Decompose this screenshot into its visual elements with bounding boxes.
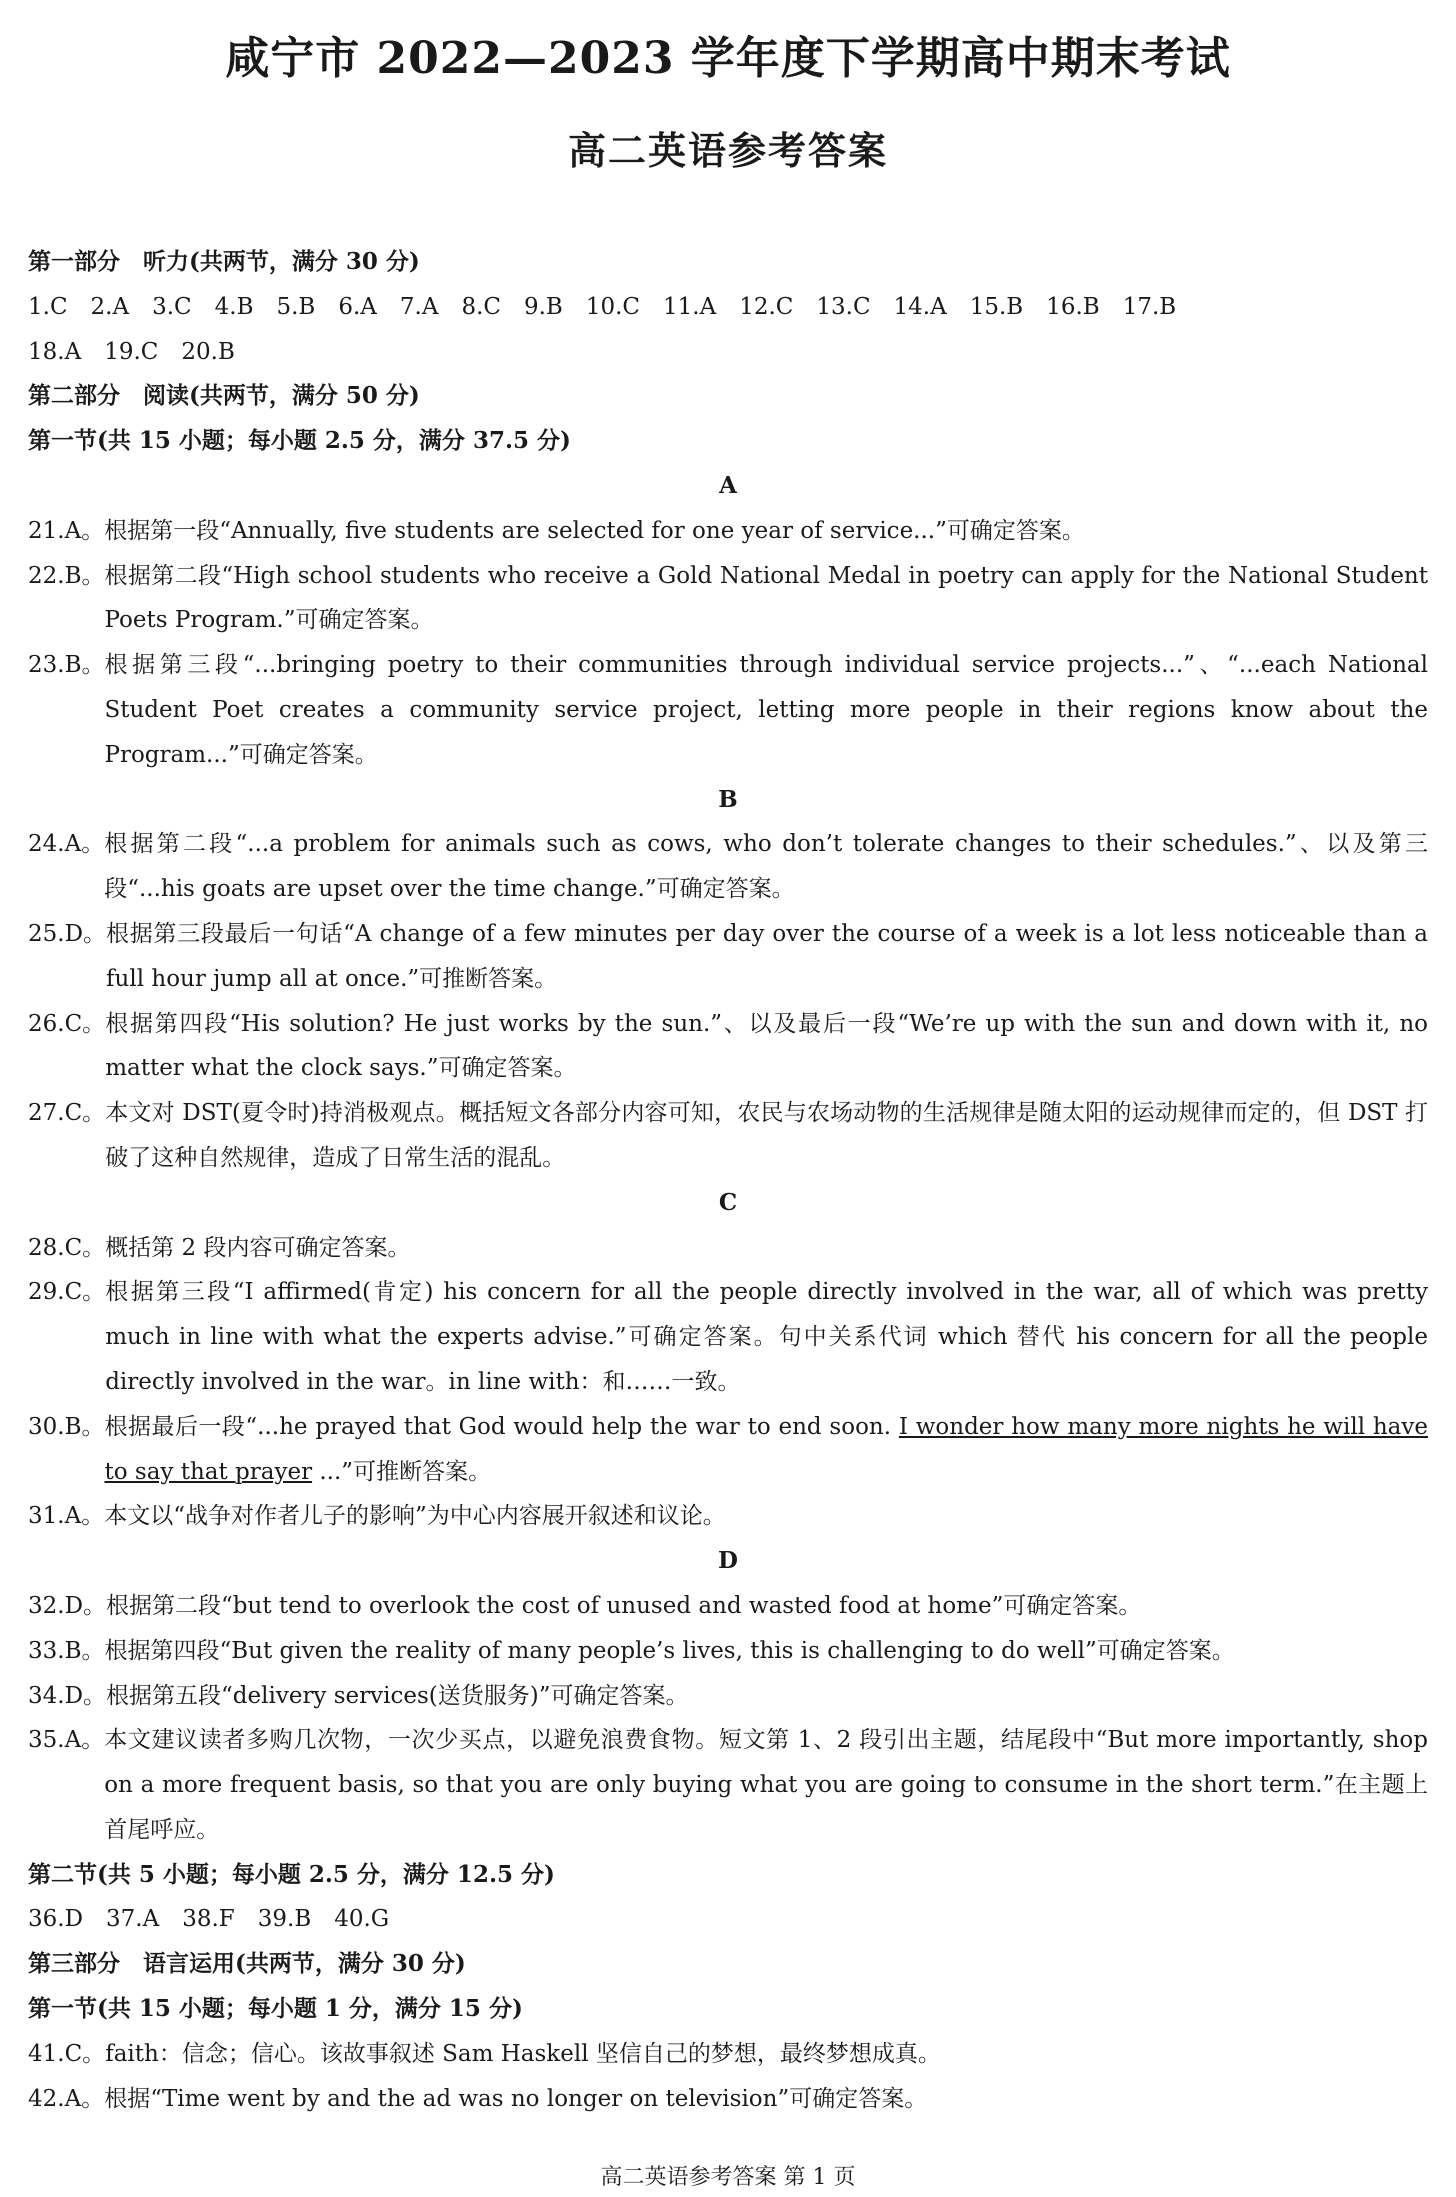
answer-body (28, 240, 1428, 2121)
answer-explanation: 根据第二段“High school students who receive a Gold National Medal in poetry can apply for the National Student Poets Program.”可确定答案。 (104, 562, 1428, 634)
part2-heading: 第二部分 阅读(共两节，满分 50 分) (28, 382, 420, 410)
answer-number: 21.A。 (28, 517, 105, 544)
passage-a-label: A (719, 471, 737, 499)
answer-number: 33.B。 (28, 1637, 105, 1664)
part3-heading: 第三部分 语言运用(共两节，满分 30 分) (28, 1950, 466, 1978)
answer-item-41 (28, 2032, 1428, 2077)
answer-explanation: 根据第三段“I affirmed(肯定) his concern for all the people directly involved in the war, all of which was pretty much in line with what the experts advise.”可确定答案。句中关系代词 which 替代 his concern for all the people directly involved in the war。in line with：和……一致。 (105, 1279, 1428, 1395)
answer-number: 35.A。 (28, 1727, 105, 1754)
answer-explanation: faith：信念；信心。该故事叙述 Sam Haskell 坚信自己的梦想，最终梦想成真。 (105, 2040, 941, 2067)
answer-number: 22.B。 (28, 562, 105, 589)
answer-explanation: 根据第二段“but tend to overlook the cost of unused and wasted food at home”可确定答案。 (106, 1592, 1142, 1619)
answer-item-29 (28, 1270, 1428, 1404)
answer-item-27 (28, 1091, 1428, 1181)
answer-number: 31.A。 (28, 1503, 105, 1530)
answer-explanation: 根据“Time went by and the ad was no longer on television”可确定答案。 (104, 2085, 928, 2112)
underlined-quote: I wonder how many more nights he will have to say that prayer (104, 1413, 1428, 1485)
answer-number: 32.D。 (28, 1592, 107, 1619)
passage-c-label: C (718, 1188, 738, 1216)
answer-explanation: 根据第四段“But given the reality of many people’s lives, this is challenging to do well”可确定答案。 (104, 1637, 1235, 1664)
answer-item-28 (28, 1226, 1428, 1271)
passage-d-label: D (718, 1547, 738, 1575)
answer-item-24 (28, 822, 1428, 912)
page-subtitle: 高二英语参考答案 (567, 128, 888, 173)
answer-number: 27.C。 (28, 1100, 106, 1127)
page-title: 咸宁市 2022—2023 学年度下学期高中期末考试 (225, 33, 1231, 84)
answer-explanation: 根据第三段最后一句话“A change of a few minutes per day over the course of a week is a lot less noticeable than a full hour jump all at once.”可推断答案。 (106, 920, 1428, 992)
answer-item-34 (28, 1674, 1428, 1719)
part2-section2-answers: 36.D 37.A 38.F 39.B 40.G (28, 1906, 390, 1933)
answer-number: 29.C。 (28, 1279, 106, 1306)
answer-explanation: 根据第一段“Annually, five students are selected for one year of service...”可确定答案。 (104, 517, 1085, 544)
answer-item-25 (28, 912, 1428, 1002)
answer-number: 42.A。 (28, 2085, 105, 2112)
answer-number: 41.C。 (28, 2040, 106, 2067)
answer-item-30 (28, 1405, 1428, 1495)
listening-answers-line2: 18.A 19.C 20.B (28, 338, 235, 365)
explanation-text-after: ...”可推断答案。 (312, 1458, 492, 1485)
answer-explanation (104, 1405, 1428, 1495)
answer-number: 34.D。 (28, 1682, 107, 1709)
part1-heading: 第一部分 听力(共两节，满分 30 分) (28, 248, 420, 275)
passage-b-label: B (718, 785, 738, 813)
answer-item-33 (28, 1629, 1428, 1674)
answer-number: 30.B。 (28, 1413, 105, 1440)
listening-answers-line1: 1.C 2.A 3.C 4.B 5.B 6.A 7.A 8.C 9.B 10.C 11.A 12.C 13.C 14.A 15.B 16.B 17.B (28, 293, 1177, 320)
answer-number: 26.C。 (28, 1010, 106, 1037)
answer-explanation: 本文建议读者多购几次物，一次少买点，以避免浪费食物。短文第 1、2 段引出主题，结尾段中“But more importantly, shop on a more frequent basis, so that you are only buying what you are going to consume in the short term.”在主题上首尾呼应。 (104, 1727, 1428, 1843)
answer-item-31 (28, 1494, 1428, 1539)
answer-number: 25.D。 (28, 920, 107, 947)
answer-explanation: 本文对 DST(夏令时)持消极观点。概括短文各部分内容可知，农民与农场动物的生活规律是随太阳的运动规律而定的，但 DST 打破了这种自然规律，造成了日常生活的混乱。 (105, 1100, 1428, 1171)
answer-item-21 (28, 509, 1428, 554)
answer-explanation: 根据第五段“delivery services(送货服务)”可确定答案。 (106, 1682, 689, 1709)
answer-item-35 (28, 1718, 1428, 1852)
answer-item-22 (28, 554, 1428, 644)
part2-section2-heading: 第二节(共 5 小题；每小题 2.5 分，满分 12.5 分) (28, 1860, 555, 1888)
explanation-text-before: 根据最后一段“...he prayed that God would help the war to end soon. (104, 1413, 899, 1440)
answer-item-42 (28, 2077, 1428, 2122)
part3-section1-heading: 第一节(共 15 小题；每小题 1 分，满分 15 分) (28, 1995, 523, 2023)
answer-explanation: 概括第 2 段内容可确定答案。 (105, 1234, 411, 1261)
answer-item-32 (28, 1584, 1428, 1629)
answer-number: 28.C。 (28, 1234, 106, 1261)
answer-explanation: 根据第四段“His solution? He just works by the sun.”、以及最后一段“We’re up with the sun and down with it, no matter what the clock says.”可确定答案。 (105, 1010, 1428, 1082)
answer-explanation: 本文以“战争对作者儿子的影响”为中心内容展开叙述和议论。 (104, 1503, 726, 1530)
answer-explanation: 根据第二段“...a problem for animals such as cows, who don’t tolerate changes to their schedules.”、以及第三段“...his goats are upset over the time change.”可确定答案。 (104, 831, 1428, 903)
page-footer: 高二英语参考答案 第 1 页 (600, 2165, 856, 2190)
answer-explanation: 根据第三段“...bringing poetry to their communities through individual service projects...”、“...each National Student Poet creates a community service project, letting more people in their regions know about the Program...”可确定答案。 (104, 652, 1428, 768)
answer-item-23 (28, 643, 1428, 777)
answer-number: 24.A。 (28, 831, 105, 858)
answer-item-26 (28, 1002, 1428, 1092)
part2-section1-heading: 第一节(共 15 小题；每小题 2.5 分，满分 37.5 分) (28, 427, 571, 455)
answer-number: 23.B。 (28, 652, 105, 679)
